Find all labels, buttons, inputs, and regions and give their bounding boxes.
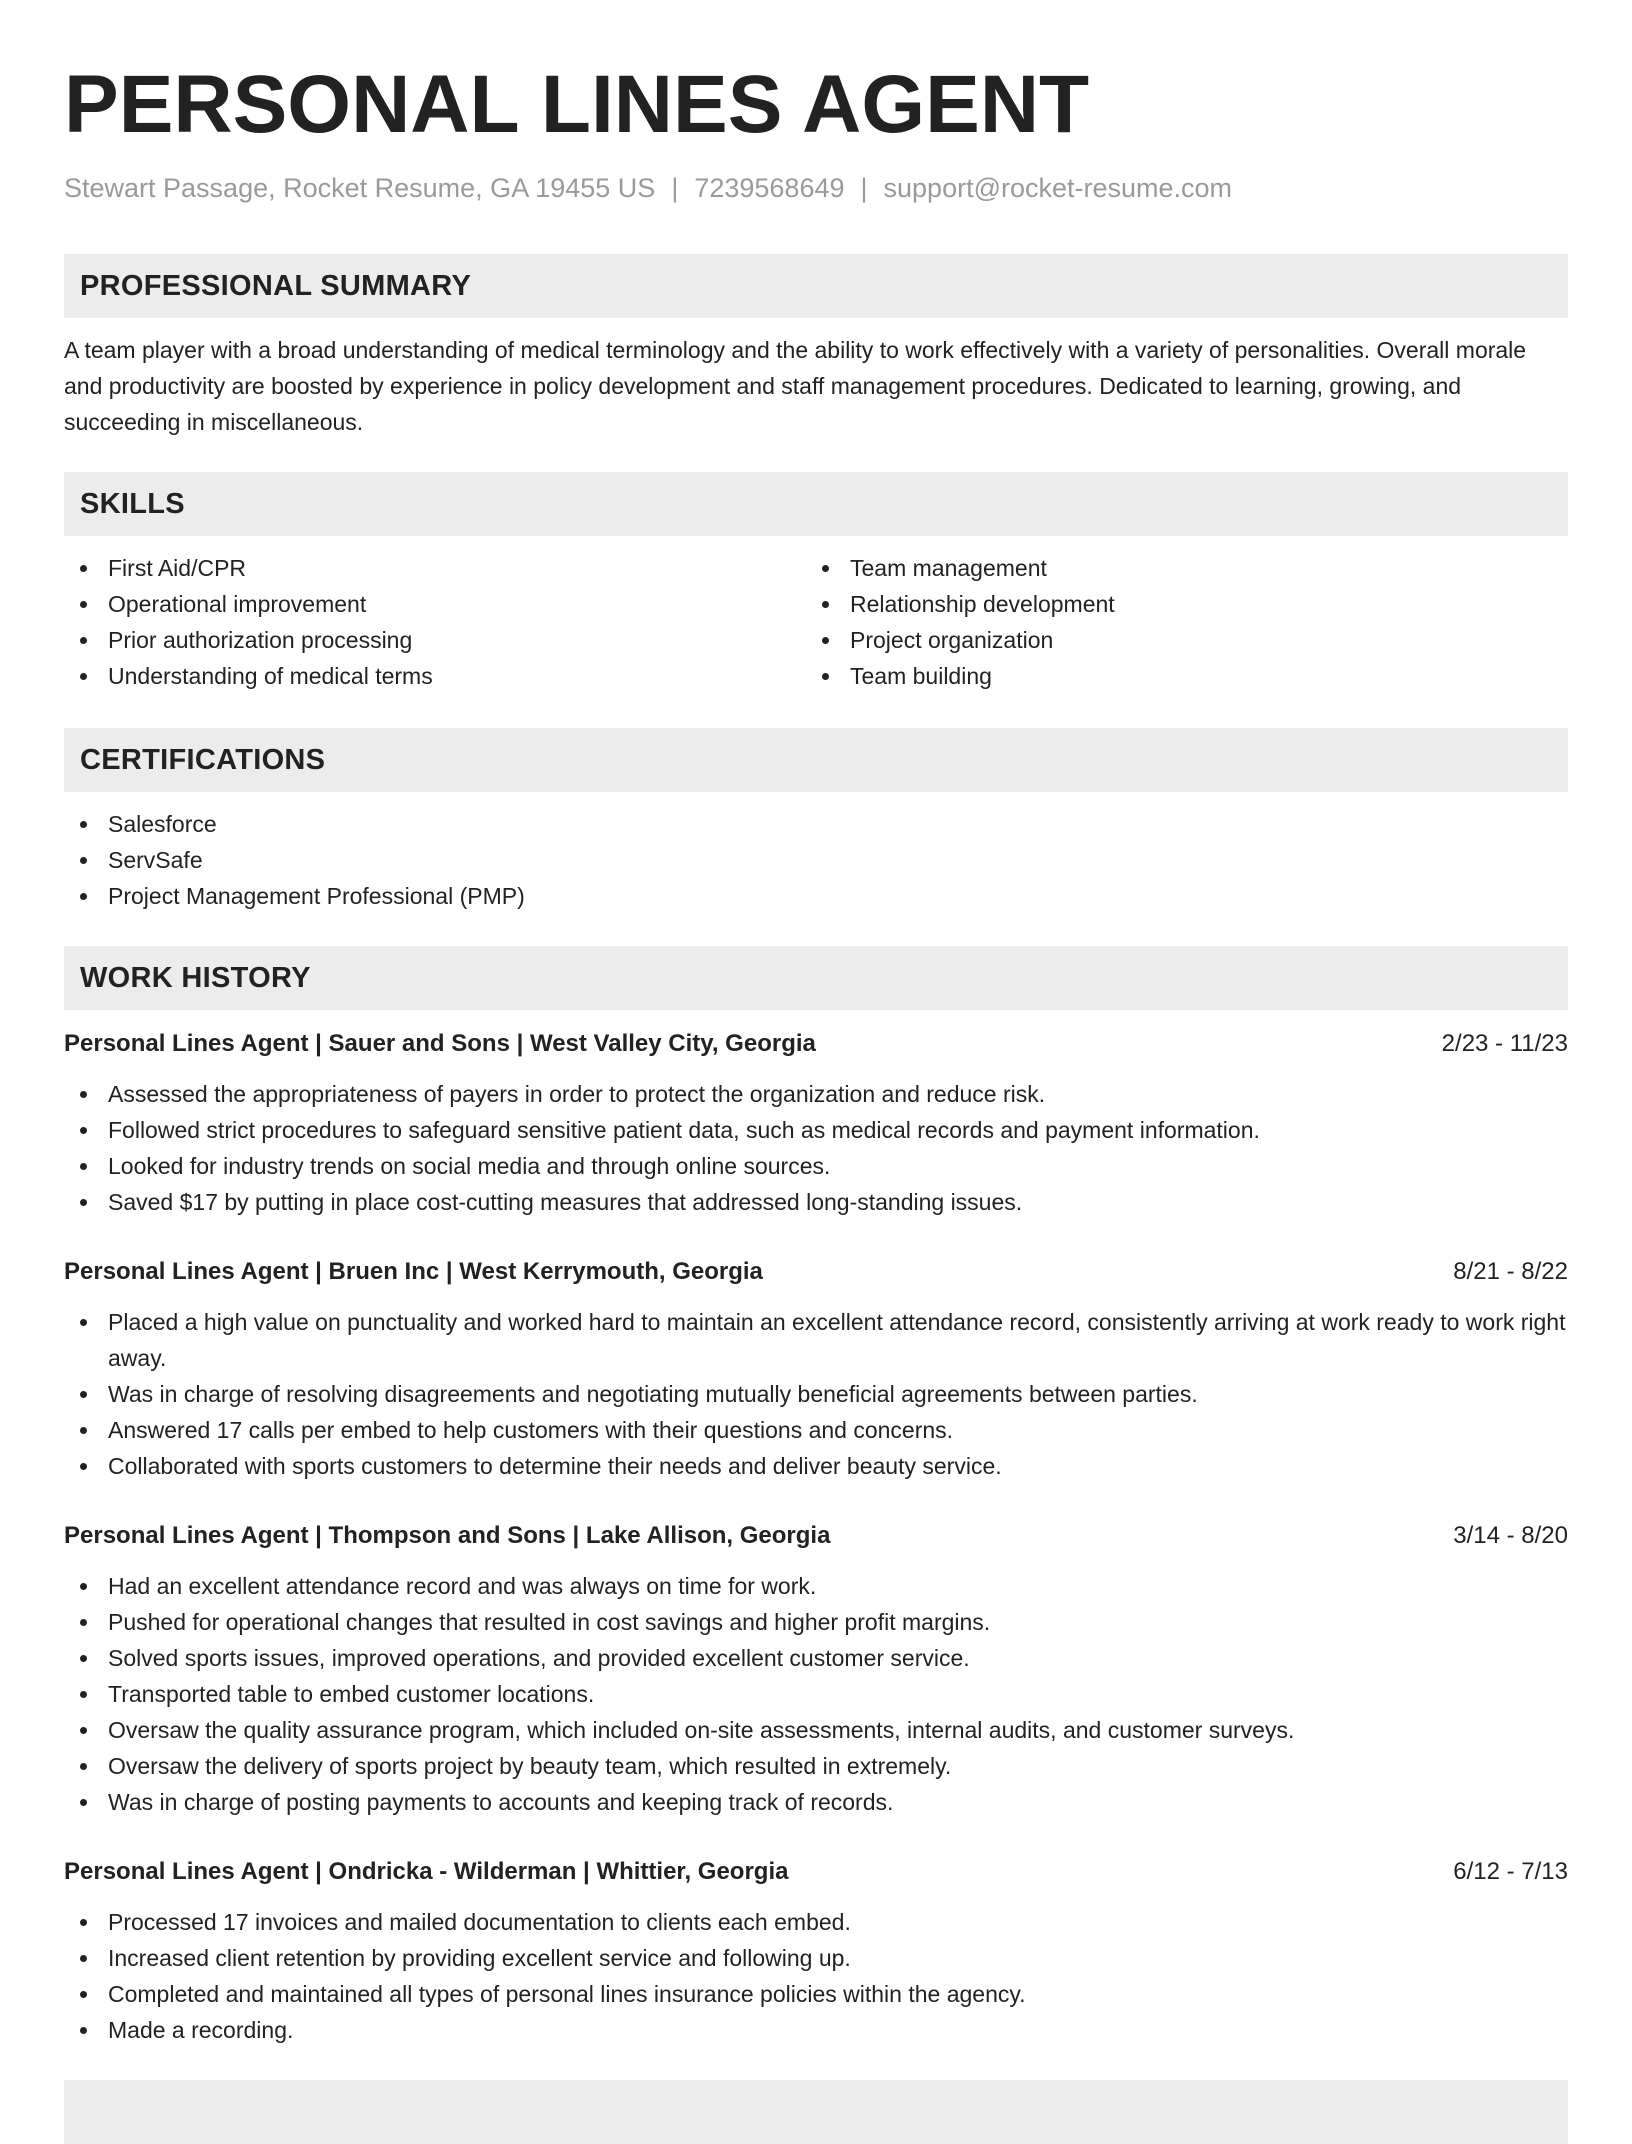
job-bullet: Made a recording. <box>64 2012 1568 2048</box>
work-history-heading: WORK HISTORY <box>64 946 1568 1010</box>
skill-item: First Aid/CPR <box>64 550 806 586</box>
job-bullet: Oversaw the delivery of sports project by beauty team, which resulted in extremely. <box>64 1748 1568 1784</box>
job-entry <box>64 1254 1568 1484</box>
job-bullet: Oversaw the quality assurance program, which included on-site assessments, internal audits, and customer surveys. <box>64 1712 1568 1748</box>
job-title: Personal Lines Agent | Thompson and Sons | Lake Allison, Georgia <box>64 1522 831 1550</box>
contact-line <box>64 172 1568 204</box>
skill-item: Understanding of medical terms <box>64 658 806 694</box>
job-dates: 8/21 - 8/22 <box>1453 1258 1568 1286</box>
job-entry <box>64 1854 1568 2048</box>
job-bullet: Answered 17 calls per embed to help customers with their questions and concerns. <box>64 1412 1568 1448</box>
job-dates: 2/23 - 11/23 <box>1441 1030 1568 1058</box>
skill-item: Team building <box>806 658 1548 694</box>
skill-item: Operational improvement <box>64 586 806 622</box>
job-bullet: Transported table to embed customer locations. <box>64 1676 1568 1712</box>
job-dates: 3/14 - 8/20 <box>1453 1522 1568 1550</box>
summary-heading: PROFESSIONAL SUMMARY <box>64 254 1568 318</box>
job-bullet: Was in charge of posting payments to accounts and keeping track of records. <box>64 1784 1568 1820</box>
job-title: Personal Lines Agent | Bruen Inc | West Kerrymouth, Georgia <box>64 1258 763 1286</box>
skill-item: Team management <box>806 550 1548 586</box>
contact-separator: | <box>671 173 679 203</box>
job-title: Personal Lines Agent | Ondricka - Wilderman | Whittier, Georgia <box>64 1858 789 1886</box>
job-bullet: Completed and maintained all types of personal lines insurance policies within the agency. <box>64 1976 1568 2012</box>
job-bullet-list <box>64 1904 1568 2048</box>
contact-address: Stewart Passage, Rocket Resume, GA 19455 US <box>64 173 656 203</box>
job-header <box>64 1854 1568 1890</box>
job-bullet: Placed a high value on punctuality and worked hard to maintain an excellent attendance record, consistently arriving at work ready to work right away. <box>64 1304 1568 1376</box>
job-bullet: Followed strict procedures to safeguard sensitive patient data, such as medical records and payment information. <box>64 1112 1568 1148</box>
job-bullet: Looked for industry trends on social media and through online sources. <box>64 1148 1568 1184</box>
certification-item: ServSafe <box>64 842 1568 878</box>
job-bullet: Had an excellent attendance record and was always on time for work. <box>64 1568 1568 1604</box>
next-section-band <box>64 2080 1568 2144</box>
job-bullet: Collaborated with sports customers to determine their needs and deliver beauty service. <box>64 1448 1568 1484</box>
job-header <box>64 1518 1568 1554</box>
contact-email: support@rocket-resume.com <box>883 173 1233 203</box>
job-dates: 6/12 - 7/13 <box>1453 1858 1568 1886</box>
skills-right-list <box>806 550 1548 694</box>
skills-grid <box>64 550 1568 694</box>
resume-title: PERSONAL LINES AGENT <box>64 59 1090 150</box>
job-entry <box>64 1026 1568 1220</box>
job-entry <box>64 1518 1568 1820</box>
job-bullet: Assessed the appropriateness of payers in order to protect the organization and reduce risk. <box>64 1076 1568 1112</box>
job-bullet: Solved sports issues, improved operations, and provided excellent customer service. <box>64 1640 1568 1676</box>
contact-phone: 7239568649 <box>694 173 845 203</box>
job-bullet-list <box>64 1076 1568 1220</box>
job-bullet: Increased client retention by providing excellent service and following up. <box>64 1940 1568 1976</box>
certification-item: Project Management Professional (PMP) <box>64 878 1568 914</box>
skill-item: Relationship development <box>806 586 1548 622</box>
job-bullet: Pushed for operational changes that resulted in cost savings and higher profit margins. <box>64 1604 1568 1640</box>
job-bullet: Was in charge of resolving disagreements and negotiating mutually beneficial agreements between parties. <box>64 1376 1568 1412</box>
summary-text: A team player with a broad understanding of medical terminology and the ability to work effectively with a variety of personalities. Overall morale and productivity are boosted by experience in policy development and staff management procedures. Dedicated to learning, growing, and succeeding in miscellaneous. <box>64 337 1527 436</box>
job-bullet-list <box>64 1568 1568 1820</box>
certification-item: Salesforce <box>64 806 1568 842</box>
skill-item: Prior authorization processing <box>64 622 806 658</box>
skills-left-list <box>64 550 806 694</box>
job-bullet: Processed 17 invoices and mailed documentation to clients each embed. <box>64 1904 1568 1940</box>
certifications-heading: CERTIFICATIONS <box>64 728 1568 792</box>
job-title: Personal Lines Agent | Sauer and Sons | West Valley City, Georgia <box>64 1030 816 1058</box>
skills-heading: SKILLS <box>64 472 1568 536</box>
certifications-list <box>64 806 1568 914</box>
job-header <box>64 1026 1568 1062</box>
skill-item: Project organization <box>806 622 1548 658</box>
job-bullet-list <box>64 1304 1568 1484</box>
contact-separator: | <box>860 173 868 203</box>
job-bullet: Saved $17 by putting in place cost-cutting measures that addressed long-standing issues. <box>64 1184 1568 1220</box>
job-header <box>64 1254 1568 1290</box>
